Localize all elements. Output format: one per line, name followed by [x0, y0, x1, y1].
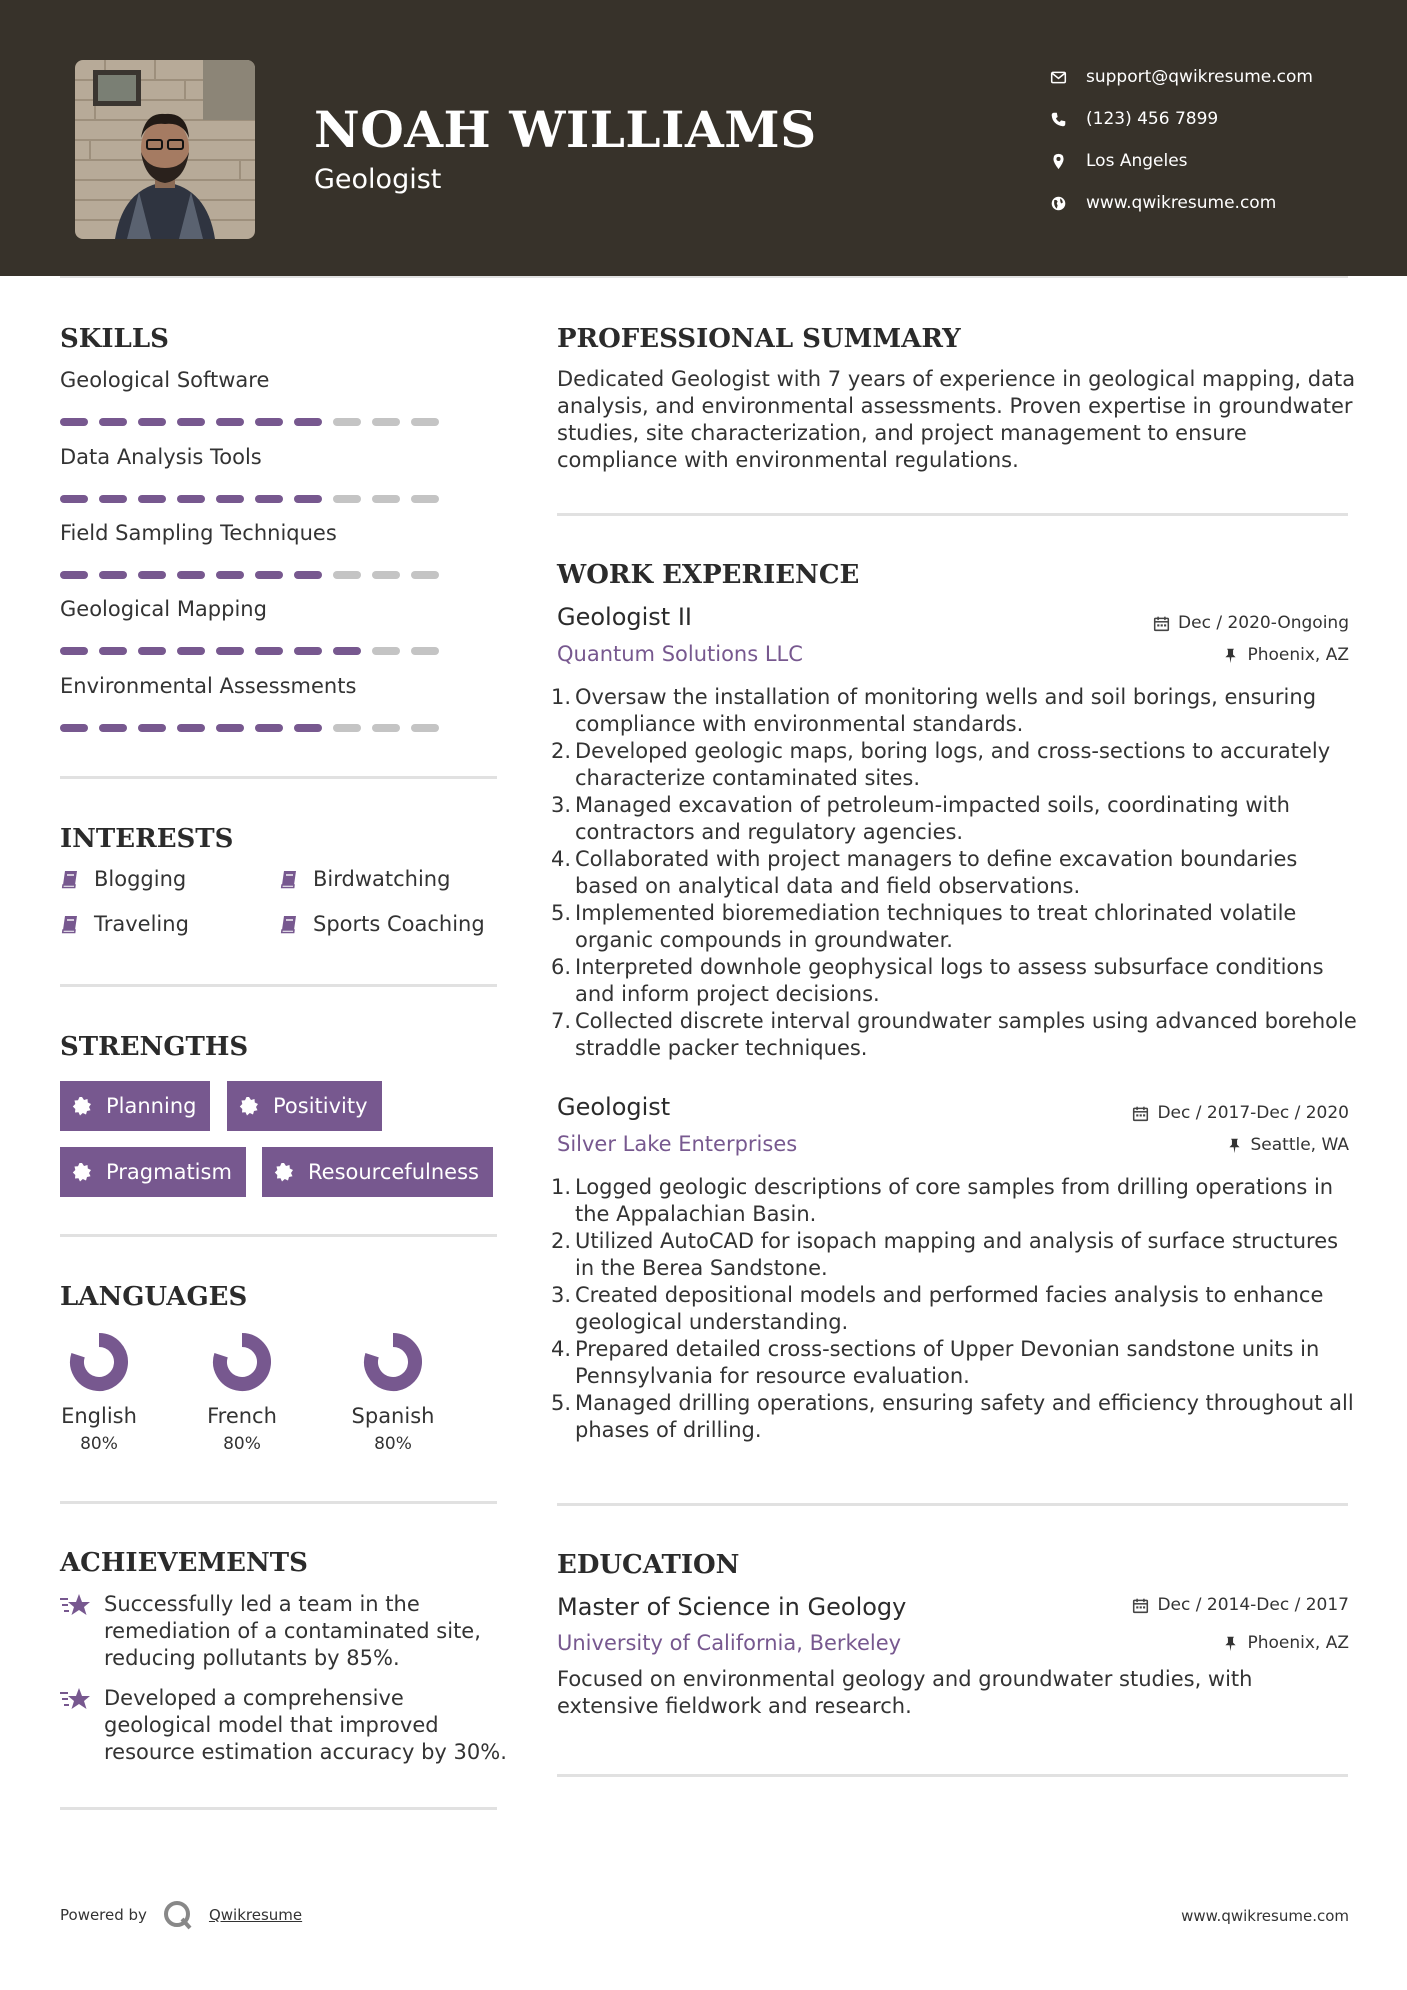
language-percent: 80%	[374, 1434, 412, 1454]
strength-label: Pragmatism	[106, 1160, 232, 1184]
book-icon	[60, 869, 80, 889]
skill-dot-empty	[372, 571, 400, 579]
location-pin-icon	[1050, 153, 1086, 170]
book-icon	[279, 914, 299, 934]
education-dates	[1132, 1595, 1349, 1615]
achievement-text: Developed a comprehensive geological model that improved resource estimation accuracy by 30%.	[104, 1686, 507, 1764]
achievements-heading: ACHIEVEMENTS	[60, 1548, 308, 1578]
job-title: Geologist	[557, 1093, 671, 1121]
footer-powered-by	[60, 1898, 302, 1932]
skill-dot-empty	[372, 724, 400, 732]
section-divider	[557, 513, 1348, 516]
contact-website-text: www.qwikresume.com	[1086, 193, 1277, 213]
duty-item: Utilized AutoCAD for isopach mapping and analysis of surface structures in the Berea Sandstone.	[575, 1229, 1339, 1280]
skill-dot-filled	[99, 647, 127, 655]
skill-dot-filled	[255, 571, 283, 579]
pushpin-icon	[1222, 647, 1239, 664]
globe-icon	[1050, 195, 1086, 212]
education-degree: Master of Science in Geology	[557, 1593, 907, 1621]
badge-icon	[72, 1162, 92, 1182]
skill-dot-filled	[60, 647, 88, 655]
skill-rating	[60, 495, 480, 503]
interest-label: Birdwatching	[313, 867, 451, 891]
qwikresume-logo-icon	[161, 1898, 195, 1932]
skill-rating	[60, 571, 480, 579]
job-dates-text: Dec / 2017-Dec / 2020	[1157, 1103, 1349, 1123]
job-location	[1222, 645, 1349, 665]
contact-phone-text: (123) 456 7899	[1086, 109, 1219, 129]
language-item	[29, 1330, 169, 1454]
calendar-icon	[1132, 1597, 1149, 1614]
skill-item	[60, 597, 480, 655]
interest-label: Traveling	[94, 912, 189, 936]
phone-icon	[1050, 111, 1086, 128]
contact-email[interactable]	[1050, 56, 1390, 98]
skill-dot-filled	[60, 571, 88, 579]
skill-dot-filled	[138, 495, 166, 503]
language-percent: 80%	[80, 1434, 118, 1454]
strength-tag	[60, 1147, 246, 1197]
skill-name: Geological Software	[60, 368, 270, 392]
contact-location	[1050, 140, 1390, 182]
skill-dot-empty	[372, 647, 400, 655]
duty-item: Collected discrete interval groundwater samples using advanced borehole straddle packer techniques.	[575, 1009, 1357, 1060]
strengths-heading: STRENGTHS	[60, 1032, 249, 1062]
duty-item: Collaborated with project managers to define excavation boundaries based on analytical data and field observations.	[575, 847, 1298, 898]
skill-name: Field Sampling Techniques	[60, 521, 337, 545]
language-percent: 80%	[223, 1434, 261, 1454]
languages-heading: LANGUAGES	[60, 1282, 248, 1312]
interests-heading: INTERESTS	[60, 824, 234, 854]
skill-item	[60, 674, 480, 732]
skill-dot-filled	[255, 495, 283, 503]
job-duties	[557, 684, 1357, 1062]
duty-item: Logged geologic descriptions of core samples from drilling operations in the Appalachian Basin.	[575, 1175, 1334, 1226]
skill-rating	[60, 418, 480, 426]
skill-item	[60, 368, 480, 426]
duty-item: Managed excavation of petroleum-impacted soils, coordinating with contractors and regulatory agencies.	[575, 793, 1290, 844]
job-company: Silver Lake Enterprises	[557, 1132, 798, 1156]
job-dates	[1132, 1103, 1349, 1123]
skill-rating	[60, 724, 480, 732]
language-progress-ring	[67, 1330, 131, 1394]
language-name: English	[61, 1404, 137, 1428]
section-divider	[60, 984, 497, 987]
profile-photo-image	[75, 60, 255, 239]
education-school: University of California, Berkeley	[557, 1631, 902, 1655]
job-location-text: Seattle, WA	[1250, 1135, 1349, 1155]
pushpin-icon	[1222, 1635, 1239, 1652]
skill-dot-filled	[294, 647, 322, 655]
language-progress-arc	[77, 1340, 121, 1384]
skill-dot-empty	[411, 571, 439, 579]
skill-dot-filled	[99, 724, 127, 732]
interest-label: Blogging	[94, 867, 187, 891]
education-location-text: Phoenix, AZ	[1247, 1633, 1349, 1653]
education-heading: EDUCATION	[557, 1550, 740, 1580]
job-title: Geologist II	[557, 603, 692, 631]
book-icon	[279, 869, 299, 889]
strength-tag	[262, 1147, 493, 1197]
skill-rating	[60, 647, 480, 655]
skill-dot-filled	[99, 495, 127, 503]
job-location	[1226, 1135, 1350, 1155]
skill-dot-filled	[255, 724, 283, 732]
skill-dot-filled	[216, 495, 244, 503]
badge-icon	[274, 1162, 294, 1182]
skill-dot-filled	[294, 418, 322, 426]
skill-dot-filled	[99, 571, 127, 579]
skill-dot-empty	[411, 724, 439, 732]
duty-item: Prepared detailed cross-sections of Upper Devonian sandstone units in Pennsylvania for resource evaluation.	[575, 1337, 1320, 1388]
skill-dot-filled	[333, 647, 361, 655]
duty-item: Oversaw the installation of monitoring wells and soil borings, ensuring compliance with environmental standards.	[575, 685, 1317, 736]
achievement-item	[60, 1591, 510, 1672]
brand-link[interactable]: Qwikresume	[208, 1906, 303, 1924]
skill-dot-filled	[177, 418, 205, 426]
education-description: Focused on environmental geology and groundwater studies, with extensive fieldwork and research.	[557, 1667, 1253, 1718]
calendar-icon	[1153, 615, 1170, 632]
strength-label: Positivity	[273, 1094, 368, 1118]
skill-dot-filled	[216, 418, 244, 426]
skill-dot-filled	[60, 418, 88, 426]
contact-phone[interactable]	[1050, 98, 1390, 140]
interest-item	[60, 912, 189, 936]
skill-item	[60, 445, 480, 503]
badge-icon	[72, 1096, 92, 1116]
skill-dot-empty	[411, 495, 439, 503]
interest-item	[279, 867, 450, 891]
skill-dot-filled	[294, 724, 322, 732]
skill-dot-filled	[177, 647, 205, 655]
envelope-icon	[1050, 69, 1086, 86]
duty-item: Developed geologic maps, boring logs, and cross-sections to accurately characterize contaminated sites.	[575, 739, 1331, 790]
skill-dot-filled	[294, 495, 322, 503]
star-icon	[60, 1591, 92, 1621]
language-progress-arc	[220, 1340, 264, 1384]
contact-website[interactable]	[1050, 182, 1390, 224]
book-icon	[60, 914, 80, 934]
candidate-name: NOAH WILLIAMS	[314, 100, 817, 159]
education-location	[1222, 1633, 1349, 1653]
skill-dot-filled	[60, 495, 88, 503]
skill-dot-filled	[177, 495, 205, 503]
section-divider	[557, 1774, 1348, 1777]
job-dates	[1153, 613, 1349, 633]
skill-dot-empty	[333, 571, 361, 579]
skill-dot-filled	[177, 724, 205, 732]
language-progress-ring	[210, 1330, 274, 1394]
summary-text: Dedicated Geologist with 7 years of experience in geological mapping, data analysis, and environmental assessments. Proven expertise in groundwater studies, site characterization, and project management to ensure compliance with environmental regulations.	[557, 367, 1356, 472]
strength-label: Planning	[106, 1094, 197, 1118]
footer-website[interactable]: www.qwikresume.com	[1181, 1907, 1349, 1925]
header-divider	[60, 276, 1348, 278]
skill-dot-filled	[138, 647, 166, 655]
skill-name: Geological Mapping	[60, 597, 267, 621]
achievement-text: Successfully led a team in the remediation of a contaminated site, reducing pollutants by 85%.	[104, 1592, 481, 1670]
interest-label: Sports Coaching	[313, 912, 485, 936]
pushpin-icon	[1226, 1137, 1243, 1154]
strength-tag	[60, 1081, 210, 1131]
candidate-role: Geologist	[314, 164, 442, 195]
skill-dot-filled	[177, 571, 205, 579]
section-divider	[557, 1503, 1348, 1506]
section-divider	[60, 1234, 497, 1237]
section-divider	[60, 1807, 497, 1810]
contact-email-text: support@qwikresume.com	[1086, 67, 1313, 87]
language-progress-ring	[361, 1330, 425, 1394]
interest-item	[279, 912, 485, 936]
contact-location-text: Los Angeles	[1086, 151, 1188, 171]
skill-dot-empty	[333, 495, 361, 503]
badge-icon	[239, 1096, 259, 1116]
strength-label: Resourcefulness	[308, 1160, 479, 1184]
skill-dot-filled	[216, 571, 244, 579]
duty-item: Managed drilling operations, ensuring safety and efficiency throughout all phases of drilling.	[575, 1391, 1354, 1442]
skill-dot-filled	[294, 571, 322, 579]
skill-dot-empty	[333, 418, 361, 426]
language-name: Spanish	[351, 1404, 435, 1428]
skill-dot-filled	[216, 724, 244, 732]
skill-dot-filled	[60, 724, 88, 732]
achievement-item	[60, 1685, 510, 1766]
education-dates-text: Dec / 2014-Dec / 2017	[1157, 1595, 1349, 1615]
job-duties	[557, 1174, 1357, 1444]
strength-tag	[227, 1081, 382, 1131]
job-location-text: Phoenix, AZ	[1247, 645, 1349, 665]
skill-dot-empty	[372, 418, 400, 426]
profile-photo	[75, 60, 255, 239]
skill-dot-empty	[411, 647, 439, 655]
skill-dot-filled	[255, 647, 283, 655]
skill-item	[60, 521, 480, 579]
header-banner	[0, 0, 1407, 276]
duty-item: Created depositional models and performed facies analysis to enhance geological understanding.	[575, 1283, 1324, 1334]
skill-dot-filled	[216, 647, 244, 655]
powered-by-label: Powered by	[60, 1906, 147, 1924]
skill-dot-filled	[138, 724, 166, 732]
language-item	[323, 1330, 463, 1454]
skill-dot-filled	[138, 571, 166, 579]
section-divider	[60, 776, 497, 779]
skill-dot-filled	[138, 418, 166, 426]
job-dates-text: Dec / 2020-Ongoing	[1178, 613, 1349, 633]
summary-heading: PROFESSIONAL SUMMARY	[557, 324, 961, 354]
duty-item: Implemented bioremediation techniques to treat chlorinated volatile organic compounds in groundwater.	[575, 901, 1297, 952]
section-divider	[60, 1501, 497, 1504]
calendar-icon	[1132, 1105, 1149, 1122]
experience-heading: WORK EXPERIENCE	[557, 560, 860, 590]
language-progress-arc	[371, 1340, 415, 1384]
language-item	[172, 1330, 312, 1454]
skill-dot-empty	[372, 495, 400, 503]
skill-dot-filled	[255, 418, 283, 426]
skill-dot-empty	[333, 724, 361, 732]
skill-dot-empty	[411, 418, 439, 426]
skills-heading: SKILLS	[60, 324, 169, 354]
language-name: French	[207, 1404, 277, 1428]
duty-item: Interpreted downhole geophysical logs to assess subsurface conditions and inform project decisions.	[575, 955, 1324, 1006]
interest-item	[60, 867, 186, 891]
skill-name: Environmental Assessments	[60, 674, 357, 698]
star-icon	[60, 1685, 92, 1715]
contact-list	[1050, 56, 1390, 224]
skill-name: Data Analysis Tools	[60, 445, 262, 469]
job-company: Quantum Solutions LLC	[557, 642, 803, 666]
skill-dot-filled	[99, 418, 127, 426]
